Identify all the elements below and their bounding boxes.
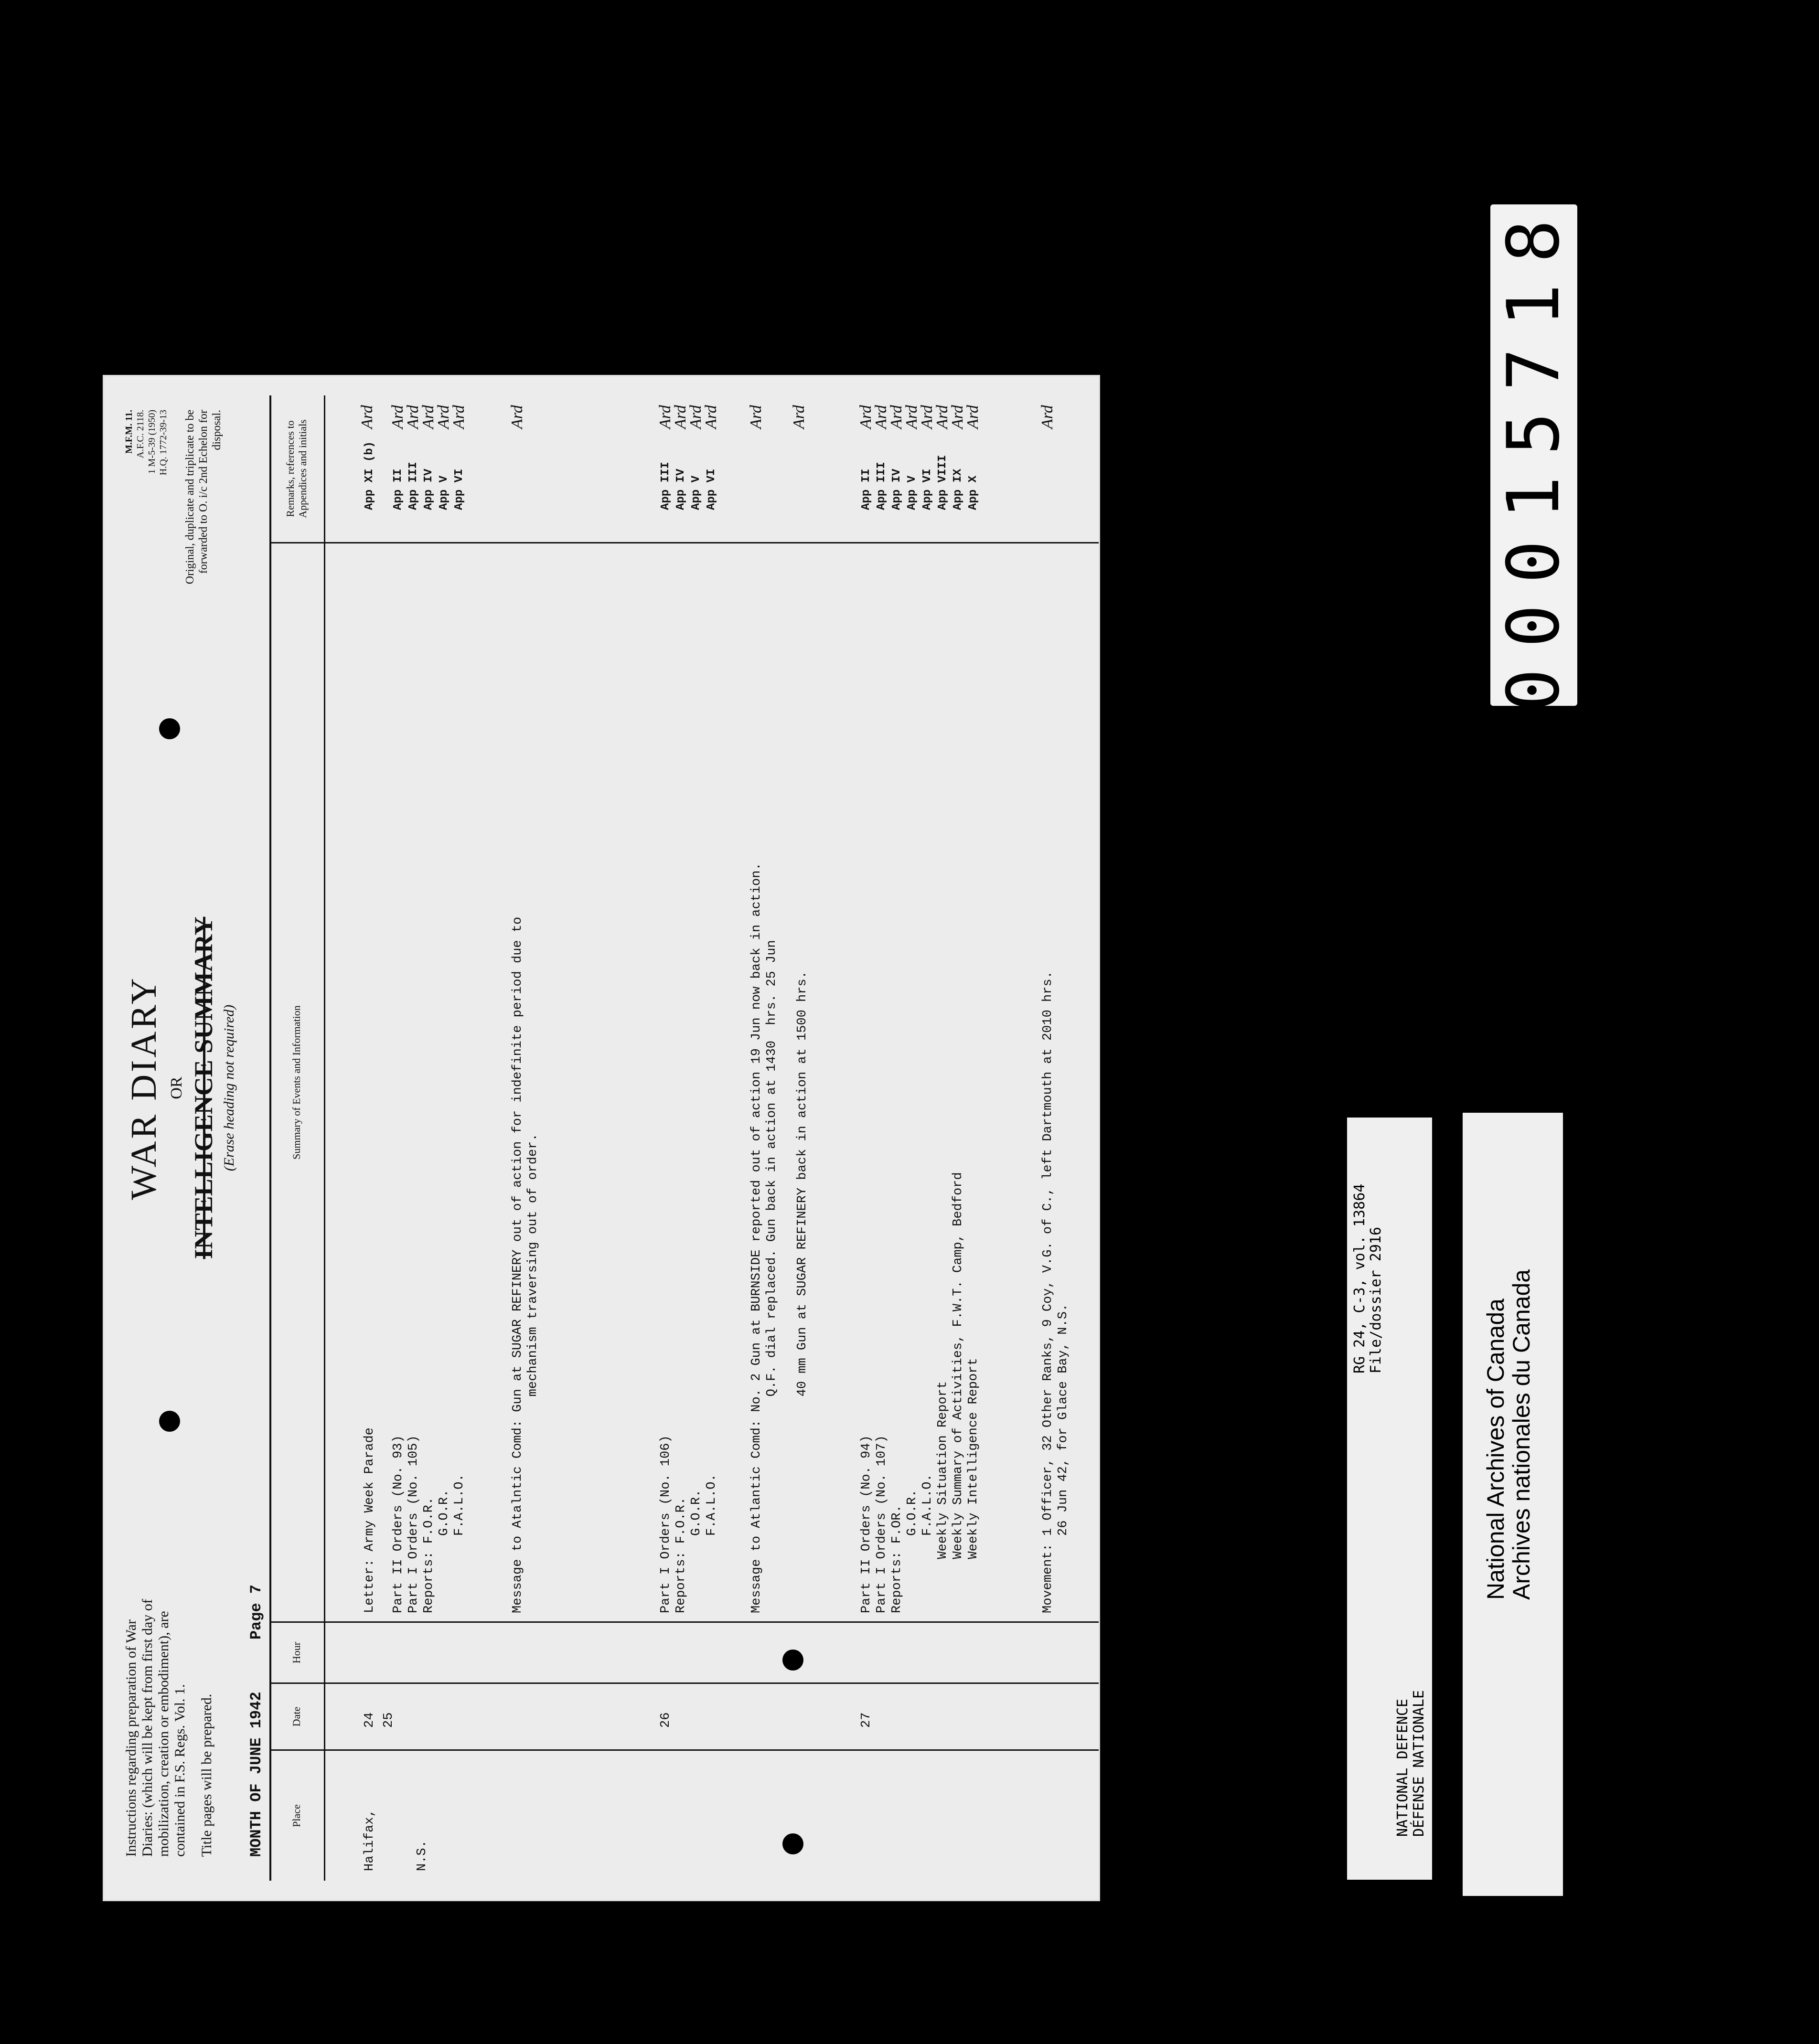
entry-summary: Reports: F.O.R. [422,1497,436,1613]
entry-summary: Part I Orders (No. 105) [407,1435,421,1613]
appendix-ref: App III [407,462,420,510]
archives-en: National Archives of Canada [1482,1299,1509,1600]
punch-hole-bullet [159,1411,180,1432]
entry-date: 24 [363,1712,377,1728]
national-defence-tag-content [1347,1118,1432,1880]
handwritten-initials: Ard [656,405,674,429]
archives-fr: Archives nationales du Canada [1508,1269,1535,1600]
entry-summary: Weekly Summary of Activities, F.W.T. Camp, Bedford [951,1172,965,1613]
appendix-ref: App IX [952,468,964,510]
column-rule [269,1621,1099,1623]
page-label: Page 7 [247,1584,265,1640]
stamp-number: 00015718 [1492,198,1575,712]
handwritten-initials: Ard [419,405,437,429]
entry-summary: Movement: 1 Officer, 32 Other Ranks, 9 Coy, V.G. of C., left Dartmouth at 2010 hrs. 26 Jun 42, for Glace Bay, N.S. [1041,971,1070,1613]
handwritten-initials: Ard [389,405,407,429]
entry-summary: Letter: Army Week Parade [363,1427,377,1613]
entry-summary: Part II Orders (No. 94) [859,1435,874,1613]
form-code: H.Q. 1772-39-13 [158,410,169,476]
national-defence-tag [1347,1118,1432,1880]
entry-place: N.S. [415,1840,429,1871]
handwritten-initials: Ard [404,405,422,429]
appendix-ref: App III [659,462,672,510]
entry-date: 26 [659,1712,673,1728]
defence-en: NATIONAL DEFENCE [1394,1699,1411,1837]
column-rule [269,542,1099,543]
entry-summary: Reports: F.OR. [890,1505,904,1613]
handwritten-initials: Ard [687,405,705,429]
national-archives-tag-content [1463,1113,1563,1896]
entry-summary: Message to Atlantic Comd: No. 2 Gun at BURNSIDE reported out of action 19 Jun now back in action. Q.F. dial replaced. Gun back in action at 1430 hrs. 25 Jun 40 mm Gun at SUGAR REFINERY back in action at 1500 hrs. [749,862,810,1613]
title-pages-note: Title pages will be prepared. [199,1693,214,1857]
appendix-ref: App IV [674,468,687,510]
column-header-hour: Hour [290,1641,302,1664]
form-title-struck: INTELLIGENCE SUMMARY [189,916,218,1259]
handwritten-initials: Ard [888,405,905,429]
handwritten-initials: Ard [435,405,452,429]
defence-fr: DÉFENSE NATIONALE [1411,1690,1427,1837]
appendix-ref: App X [967,475,980,510]
punch-hole-bullet [159,718,180,739]
appendix-ref: App IV [890,468,903,510]
handwritten-initials: Ard [1038,405,1056,429]
handwritten-initials: Ard [857,405,875,429]
handwritten-initials: Ard [933,405,951,429]
form-content [104,376,1099,1900]
appendix-ref: App II [860,468,873,510]
handwritten-initials: Ard [747,405,765,429]
form-code: M.F.M. 11. [124,410,134,454]
handwritten-initials: Ard [949,405,966,429]
entry-summary: G.O.R. [437,1489,451,1613]
entry-summary: F.A.L.O. [452,1474,467,1613]
handwritten-initials: Ard [450,405,468,429]
handwritten-initials: Ard [964,405,982,429]
war-diary-form [103,375,1100,1901]
entry-summary: Reports: F.O.R. [674,1497,688,1613]
punch-hole-bullet [782,1833,803,1854]
entry-date: 25 [382,1712,396,1728]
archival-file: File/dossier 2916 [1368,1226,1384,1373]
forward-note: Original, duplicate and triplicate to be forwarded to O. i/c 2nd Echelon for disposal. [184,410,223,585]
column-header-place: Place [290,1804,302,1827]
title-block [123,777,237,1398]
entry-date: 27 [859,1712,874,1728]
instructions-text: Instructions regarding preparation of War Diaries: (which will be kept from first day of mobilization, creation or embodiment), are contained in F.S. Regs. Vol. 1. [123,1599,188,1857]
form-title: WAR DIARY [124,976,164,1200]
form-code: 1 M-5-39 (1950) [147,410,157,474]
appendix-ref: App VIII [936,455,949,510]
entry-summary: G.O.R. [689,1489,704,1613]
document-number-stamp [1490,198,1577,712]
column-rule [269,1682,1099,1684]
header-rule [324,395,325,1881]
handwritten-initials: Ard [508,405,526,429]
appendix-ref: App III [875,462,888,510]
archival-reference: RG 24, C-3, vol. 13864 [1351,1183,1368,1373]
form-codes [123,410,224,610]
column-header-remarks: Remarks, references to Appendices and initials [284,419,309,518]
entry-summary: G.O.R. [905,1489,920,1613]
national-archives-tag [1463,1113,1563,1896]
handwritten-initials: Ard [918,405,936,429]
handwritten-initials: Ard [790,405,808,429]
entry-summary: Weekly Intelligence Report [966,1358,981,1613]
column-rule [269,1749,1099,1751]
handwritten-initials: Ard [702,405,720,429]
column-header-summary: Summary of Events and Information [290,1005,302,1160]
form-code: A.F.C. 2118. [135,410,146,458]
appendix-ref: App V [906,475,919,510]
handwritten-initials: Ard [872,405,890,429]
entry-summary: Part I Orders (No. 106) [659,1435,673,1613]
entry-summary: Part I Orders (No. 107) [875,1435,889,1613]
entry-summary: F.A.L.O. [920,1474,935,1613]
erase-note: (Erase heading not required) [221,1004,237,1171]
appendix-ref: App V [690,475,703,510]
entry-summary: Part II Orders (No. 93) [391,1435,406,1613]
handwritten-initials: Ard [903,405,920,429]
handwritten-initials: Ard [358,405,376,429]
entry-place: Halifax, [363,1809,377,1871]
appendix-ref: App VI [705,468,718,510]
punch-hole-bullet [782,1650,803,1671]
month-label: MONTH OF JUNE 1942 [247,1692,265,1857]
month-row [247,1542,265,1857]
appendix-ref: App V [438,475,450,510]
entry-summary: Message to Atalntic Comd: Gun at SUGAR REFINERY out of action for indefinite period due to mechanism traversing out of order. [511,916,540,1613]
appendix-ref: App VI [921,468,934,510]
appendix-ref: App II [392,468,405,510]
instructions-block [123,1589,215,1857]
form-title-or: OR [168,1076,185,1099]
appendix-ref: App IV [422,468,435,510]
column-header-date: Date [290,1706,302,1727]
entry-summary: Weekly Situation Report [936,1381,950,1613]
entry-summary: F.A.L.O. [705,1474,719,1613]
appendix-ref: App VI [453,468,466,510]
appendix-ref: App XI (b) [363,441,376,510]
handwritten-initials: Ard [672,405,689,429]
